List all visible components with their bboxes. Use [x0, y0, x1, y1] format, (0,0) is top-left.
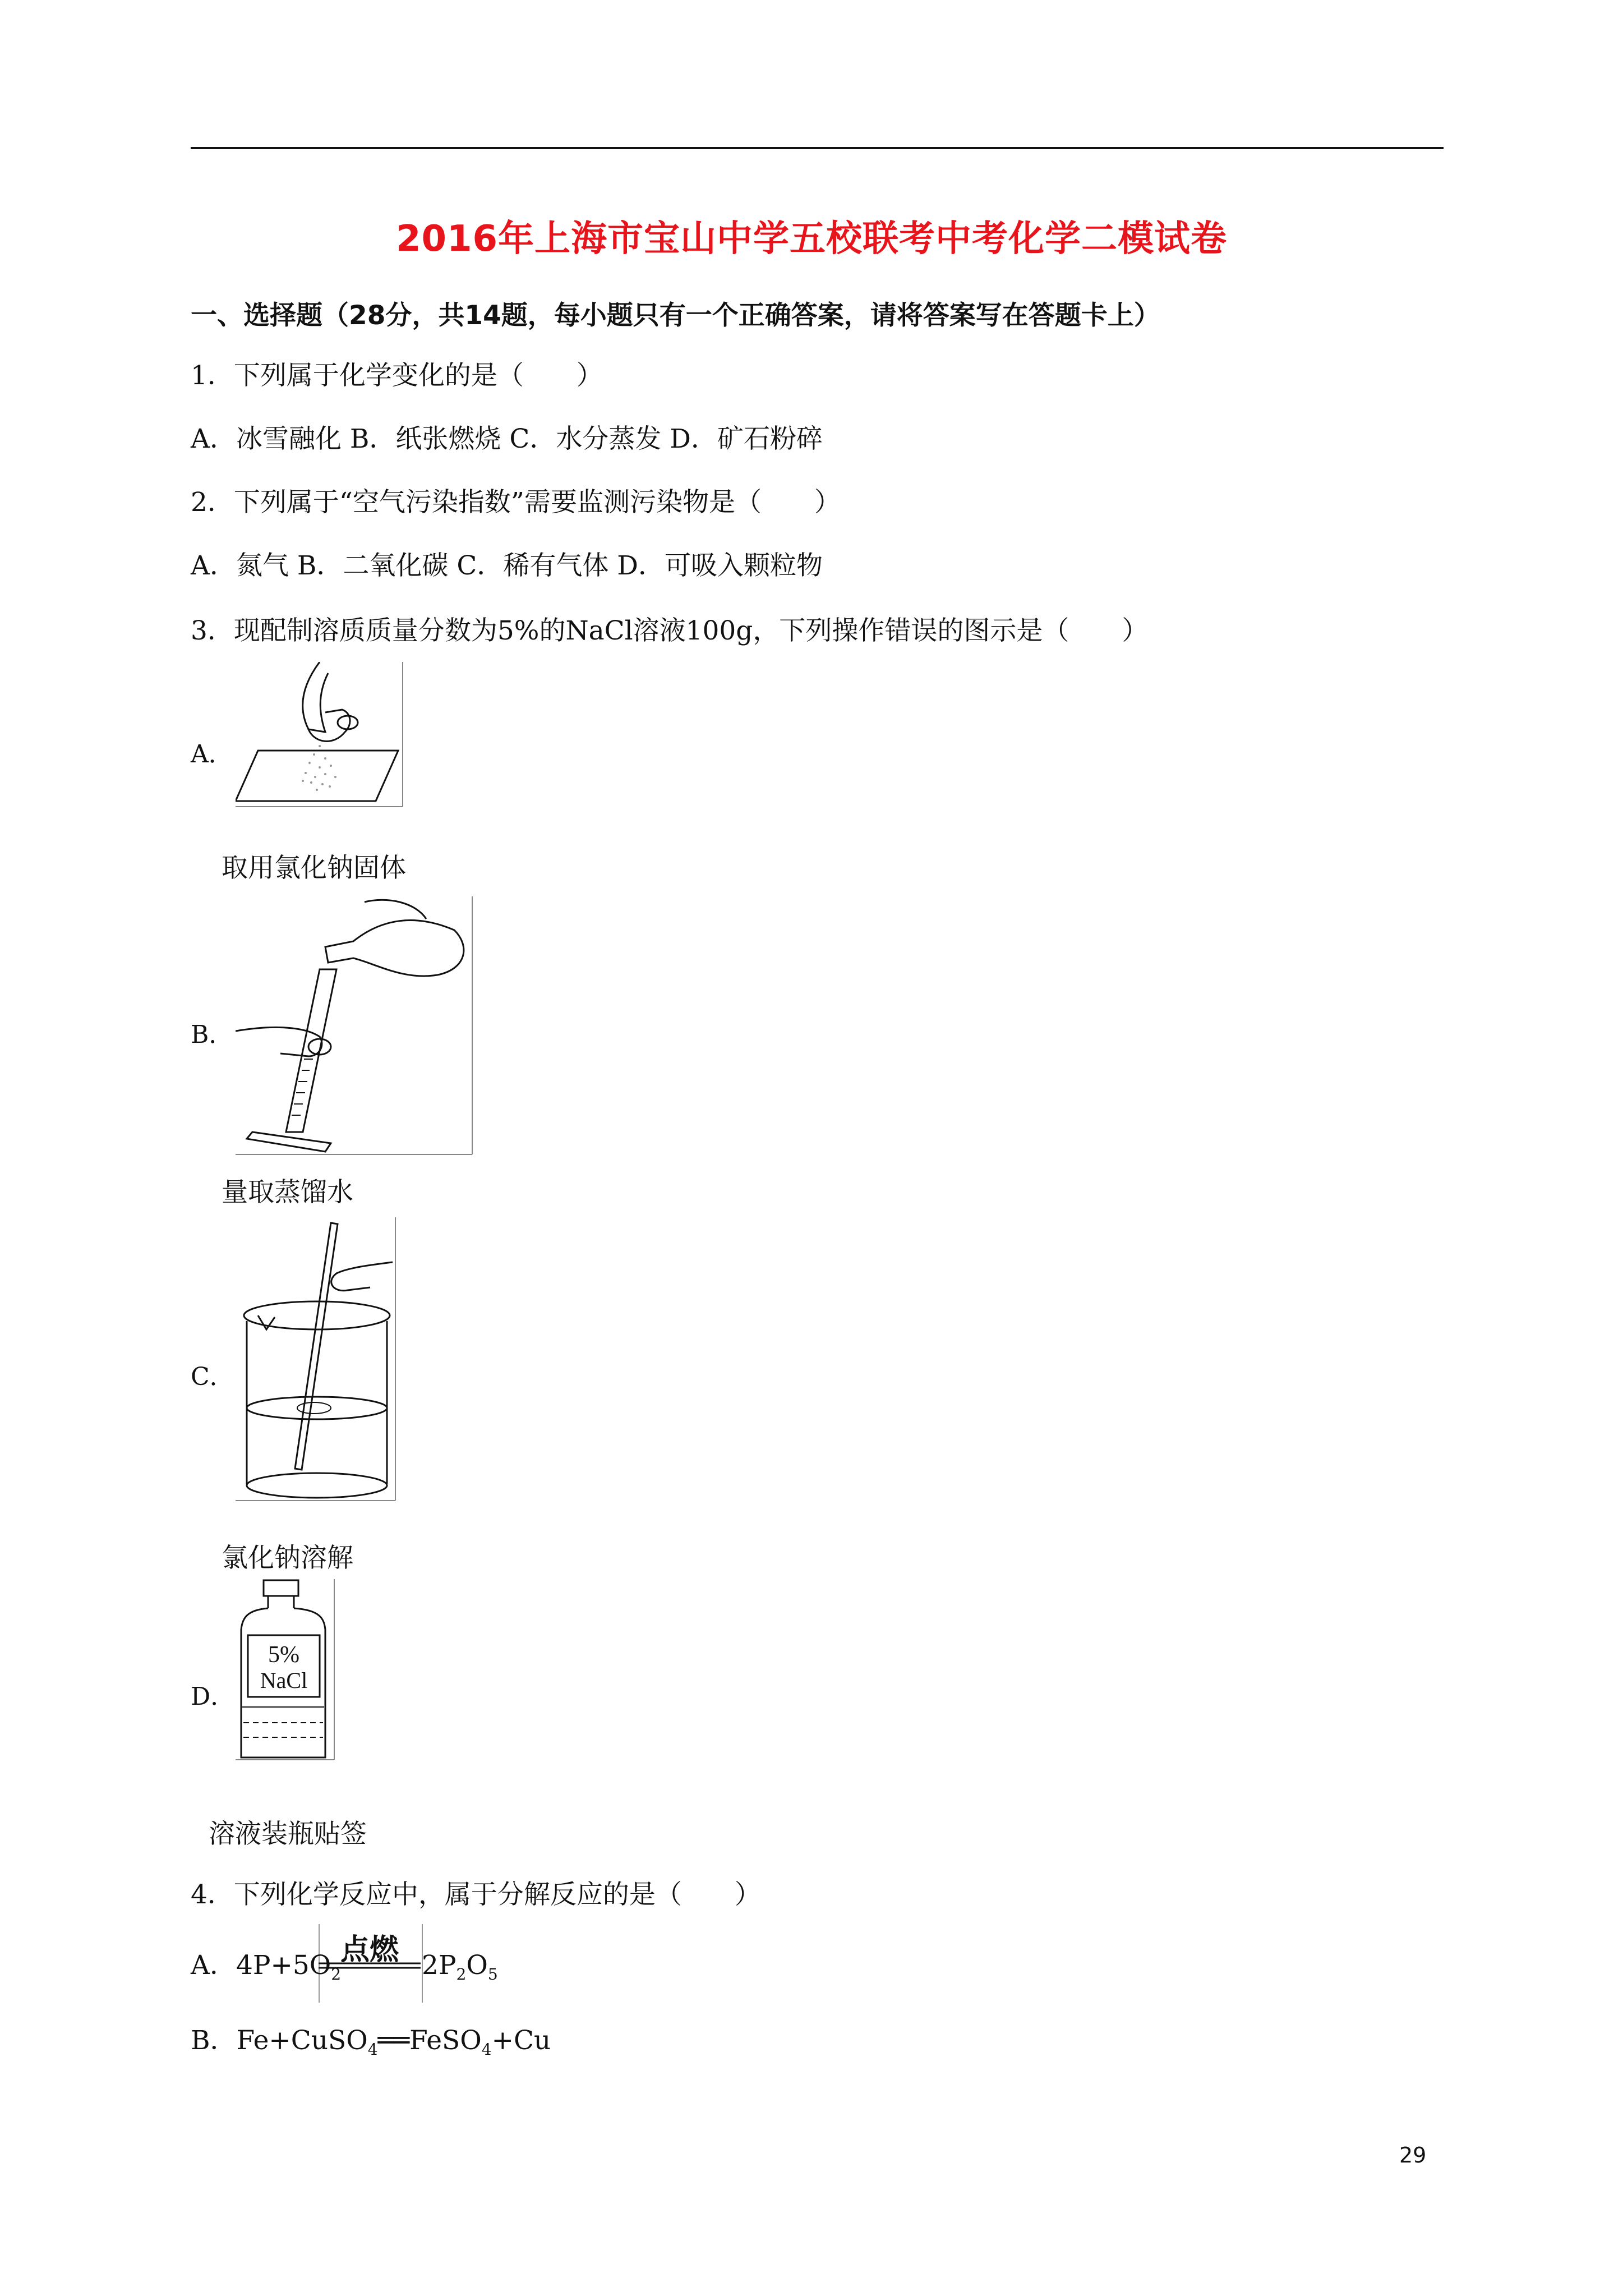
- q3-stem: 3．现配制溶质质量分数为5%的NaCl溶液100g，下列操作错误的图示是（ ）: [191, 615, 1149, 646]
- q2-stem: 2．下列属于“空气污染指数”需要监测污染物是（ ）: [191, 487, 841, 518]
- q4-a-product2: O: [466, 1950, 488, 1981]
- q4-b-sub2: 4: [481, 2040, 492, 2059]
- q4-a-sub1: 2: [331, 1965, 342, 1984]
- q4-a-sub2: 2: [456, 1965, 467, 1984]
- q4-a-reactants: A．4P+5O: [191, 1950, 331, 1981]
- q4-option-a: [191, 1949, 341, 1991]
- bottle-label-nacl: NaCl: [260, 1668, 308, 1693]
- q4-option-a-products: [422, 1949, 498, 1991]
- q4-b-sub1: 4: [367, 2040, 378, 2059]
- q3-option-a-label: A．: [191, 740, 233, 769]
- q3-option-b-figure: [236, 896, 474, 1156]
- q3-option-c-label: C．: [191, 1363, 234, 1391]
- q2-options: A．氮气 B．二氧化碳 C．稀有气体 D．可吸入颗粒物: [191, 550, 823, 581]
- q4-option-b: [191, 2024, 551, 2067]
- q4-b-part1: B．Fe+CuSO: [191, 2025, 368, 2056]
- q3-option-d-figure: [236, 1579, 336, 1764]
- q3-option-c-caption: 氯化钠溶解: [222, 1543, 353, 1573]
- q3-option-a-figure: [236, 662, 407, 808]
- q3-option-b-label: B．: [191, 1020, 234, 1049]
- q3-option-d-label: D．: [191, 1682, 236, 1711]
- q4-a-product: 2P: [422, 1950, 457, 1981]
- bottle-label-percent: 5%: [268, 1642, 299, 1668]
- q3-option-a-caption: 取用氯化钠固体: [222, 853, 406, 884]
- q1-options: A．冰雪融化 B．纸张燃烧 C．水分蒸发 D．矿石粉碎: [191, 424, 823, 454]
- page-number: 29: [1399, 2143, 1427, 2168]
- q1-stem: 1．下列属于化学变化的是（ ）: [191, 360, 603, 391]
- q3-option-b-caption: 量取蒸馏水: [222, 1177, 353, 1208]
- q3-option-c-figure: [236, 1217, 398, 1503]
- q3-option-d-caption: 溶液装瓶贴签: [209, 1819, 367, 1849]
- q4-b-part2: ══FeSO: [377, 2025, 482, 2056]
- q4-stem: 4．下列化学反应中，属于分解反应的是（ ）: [191, 1879, 761, 1910]
- header-rule: [191, 147, 1444, 149]
- exam-title: 2016年上海市宝山中学五校联考中考化学二模试卷: [395, 218, 1228, 260]
- section-heading: 一、选择题（28分，共14题，每小题只有一个正确答案，请将答案写在答题卡上）: [191, 300, 1160, 331]
- q4-a-condition: 点燃: [340, 1933, 399, 1967]
- q4-a-sub3: 5: [487, 1965, 498, 1984]
- q4-b-part3: +Cu: [491, 2025, 551, 2056]
